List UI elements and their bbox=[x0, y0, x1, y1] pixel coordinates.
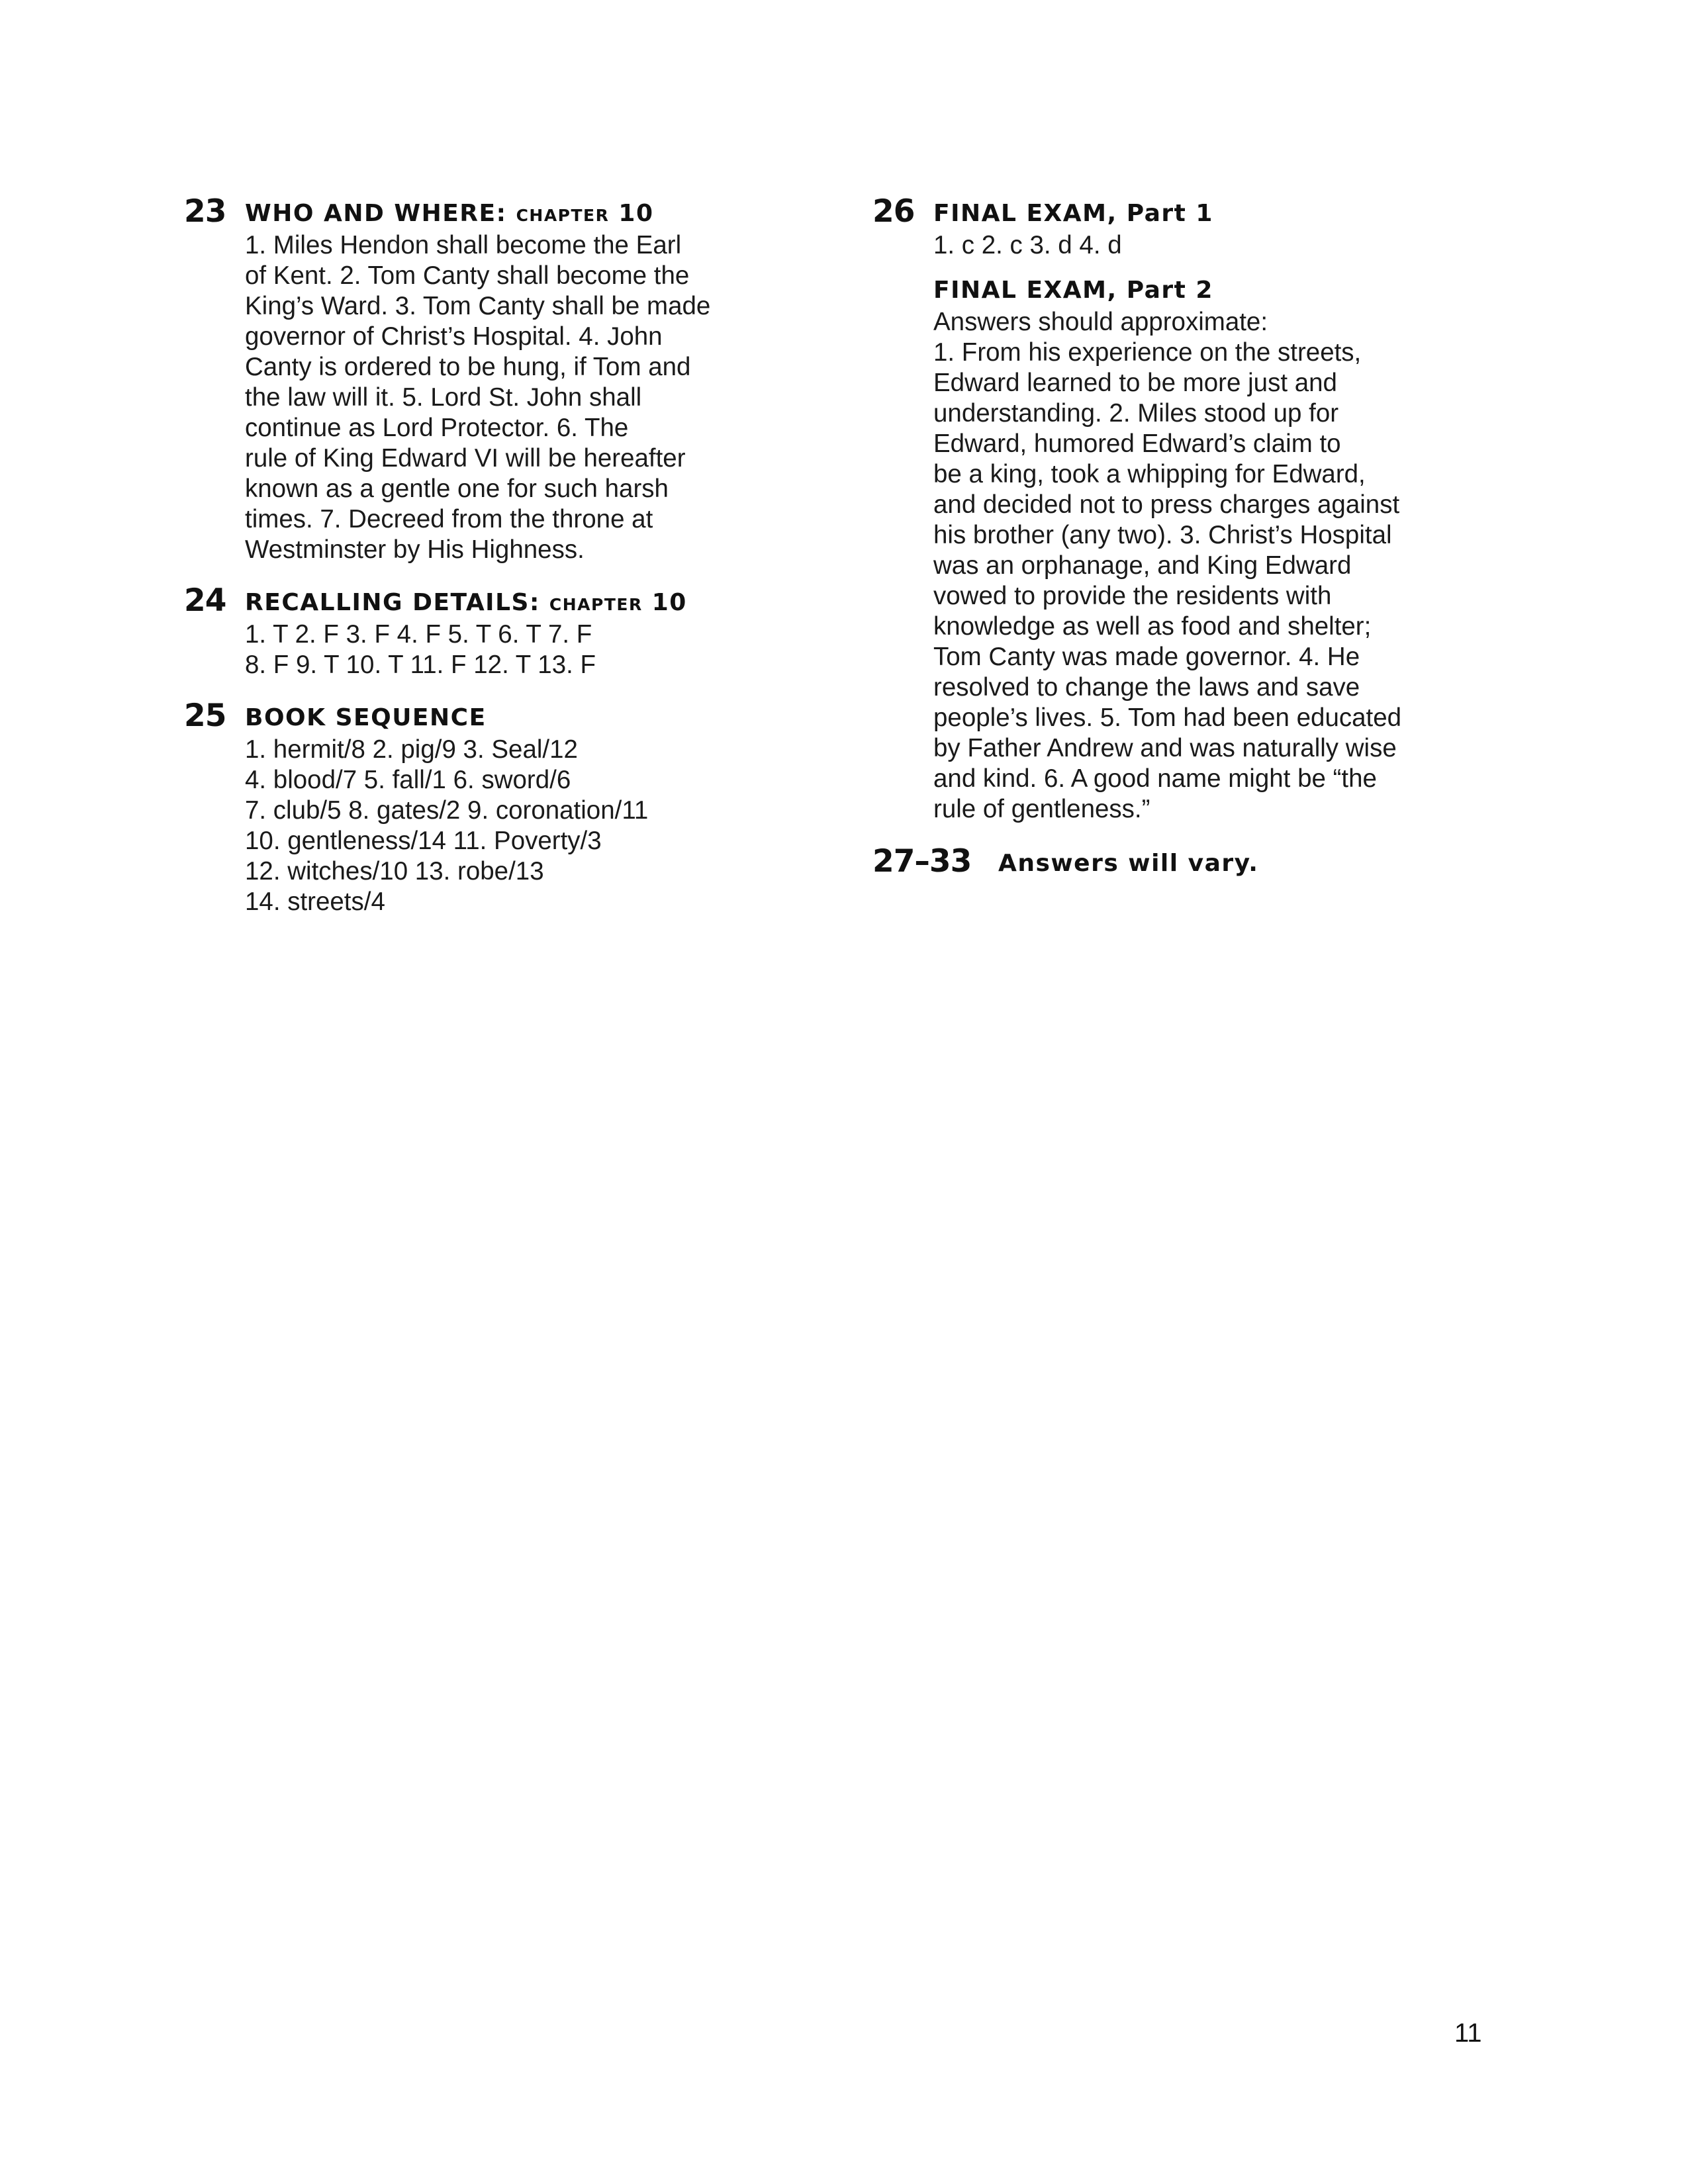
section-body bbox=[245, 619, 820, 680]
section-heading: Answers will vary. bbox=[998, 850, 1259, 877]
text-line: and kind. 6. A good name might be “the bbox=[933, 764, 1377, 793]
text-line: 1. Miles Hendon shall become the Earl bbox=[245, 231, 682, 259]
text-line: 1. T 2. F 3. F 4. F 5. T 6. T 7. F bbox=[245, 620, 592, 649]
text-line: knowledge as well as food and shelter; bbox=[933, 612, 1372, 641]
section-heading: RECALLING DETAILS: chapter 10 bbox=[245, 589, 687, 616]
text-line: the law will it. 5. Lord St. John shall bbox=[245, 383, 642, 412]
text-line: vowed to provide the residents with bbox=[933, 582, 1332, 610]
section-heading: FINAL EXAM, Part 1 bbox=[933, 200, 1213, 227]
text-line: Canty is ordered to be hung, if Tom and bbox=[245, 353, 691, 381]
text-line: 1. c 2. c 3. d 4. d bbox=[933, 231, 1122, 259]
section-body bbox=[245, 230, 820, 565]
text-line: understanding. 2. Miles stood up for bbox=[933, 399, 1339, 428]
text-line: 12. witches/10 13. robe/13 bbox=[245, 857, 544, 886]
text-line: Westminster by His Highness. bbox=[245, 535, 585, 564]
section-number: 23 bbox=[184, 193, 226, 230]
text-line: rule of gentleness.” bbox=[933, 795, 1150, 823]
section-number: 26 bbox=[872, 193, 915, 230]
text-line: times. 7. Decreed from the throne at bbox=[245, 505, 653, 533]
text-line: by Father Andrew and was naturally wise bbox=[933, 734, 1397, 762]
text-line: Edward, humored Edward’s claim to bbox=[933, 430, 1341, 458]
text-line: Answers should approximate: bbox=[933, 308, 1268, 336]
text-line: 14. streets/4 bbox=[245, 887, 385, 916]
section-number: 25 bbox=[184, 698, 226, 734]
text-line: Tom Canty was made governor. 4. He bbox=[933, 643, 1360, 671]
text-line: be a king, took a whipping for Edward, bbox=[933, 460, 1366, 488]
section-body bbox=[245, 735, 820, 917]
section-number: 27–33 bbox=[872, 843, 972, 880]
text-line: 8. F 9. T 10. T 11. F 12. T 13. F bbox=[245, 651, 596, 679]
text-line: governor of Christ’s Hospital. 4. John bbox=[245, 322, 663, 351]
left-column bbox=[184, 193, 820, 938]
text-line: was an orphanage, and King Edward bbox=[933, 551, 1352, 580]
section-26 bbox=[872, 193, 1508, 825]
text-line: rule of King Edward VI will be hereafter bbox=[245, 444, 686, 473]
section-27-33 bbox=[872, 843, 1508, 880]
text-line: known as a gentle one for such harsh bbox=[245, 475, 669, 503]
section-number: 24 bbox=[184, 582, 226, 619]
text-line: people’s lives. 5. Tom had been educated bbox=[933, 704, 1402, 732]
text-line: 10. gentleness/14 11. Poverty/3 bbox=[245, 827, 602, 855]
text-line: continue as Lord Protector. 6. The bbox=[245, 414, 629, 442]
text-line: 1. From his experience on the streets, bbox=[933, 338, 1362, 367]
section-body bbox=[933, 230, 1508, 261]
right-column bbox=[872, 193, 1508, 880]
text-line: his brother (any two). 3. Christ’s Hospital bbox=[933, 521, 1392, 549]
page-number: 11 bbox=[1454, 2019, 1482, 2048]
subsection-heading: FINAL EXAM, Part 2 bbox=[933, 277, 1213, 304]
text-line: 1. hermit/8 2. pig/9 3. Seal/12 bbox=[245, 735, 578, 764]
text-line: resolved to change the laws and save bbox=[933, 673, 1360, 702]
text-line: King’s Ward. 3. Tom Canty shall be made bbox=[245, 292, 711, 320]
section-heading: BOOK SEQUENCE bbox=[245, 704, 487, 731]
text-line: 4. blood/7 5. fall/1 6. sword/6 bbox=[245, 766, 571, 794]
section-23 bbox=[184, 193, 820, 565]
text-line: of Kent. 2. Tom Canty shall become the bbox=[245, 261, 690, 290]
section-24 bbox=[184, 582, 820, 680]
text-line: and decided not to press charges against bbox=[933, 490, 1400, 519]
subsection-body bbox=[933, 307, 1508, 825]
text-line: Edward learned to be more just and bbox=[933, 369, 1337, 397]
section-heading: WHO AND WHERE: chapter 10 bbox=[245, 200, 654, 227]
text-line: 7. club/5 8. gates/2 9. coronation/11 bbox=[245, 796, 649, 825]
section-25 bbox=[184, 698, 820, 917]
